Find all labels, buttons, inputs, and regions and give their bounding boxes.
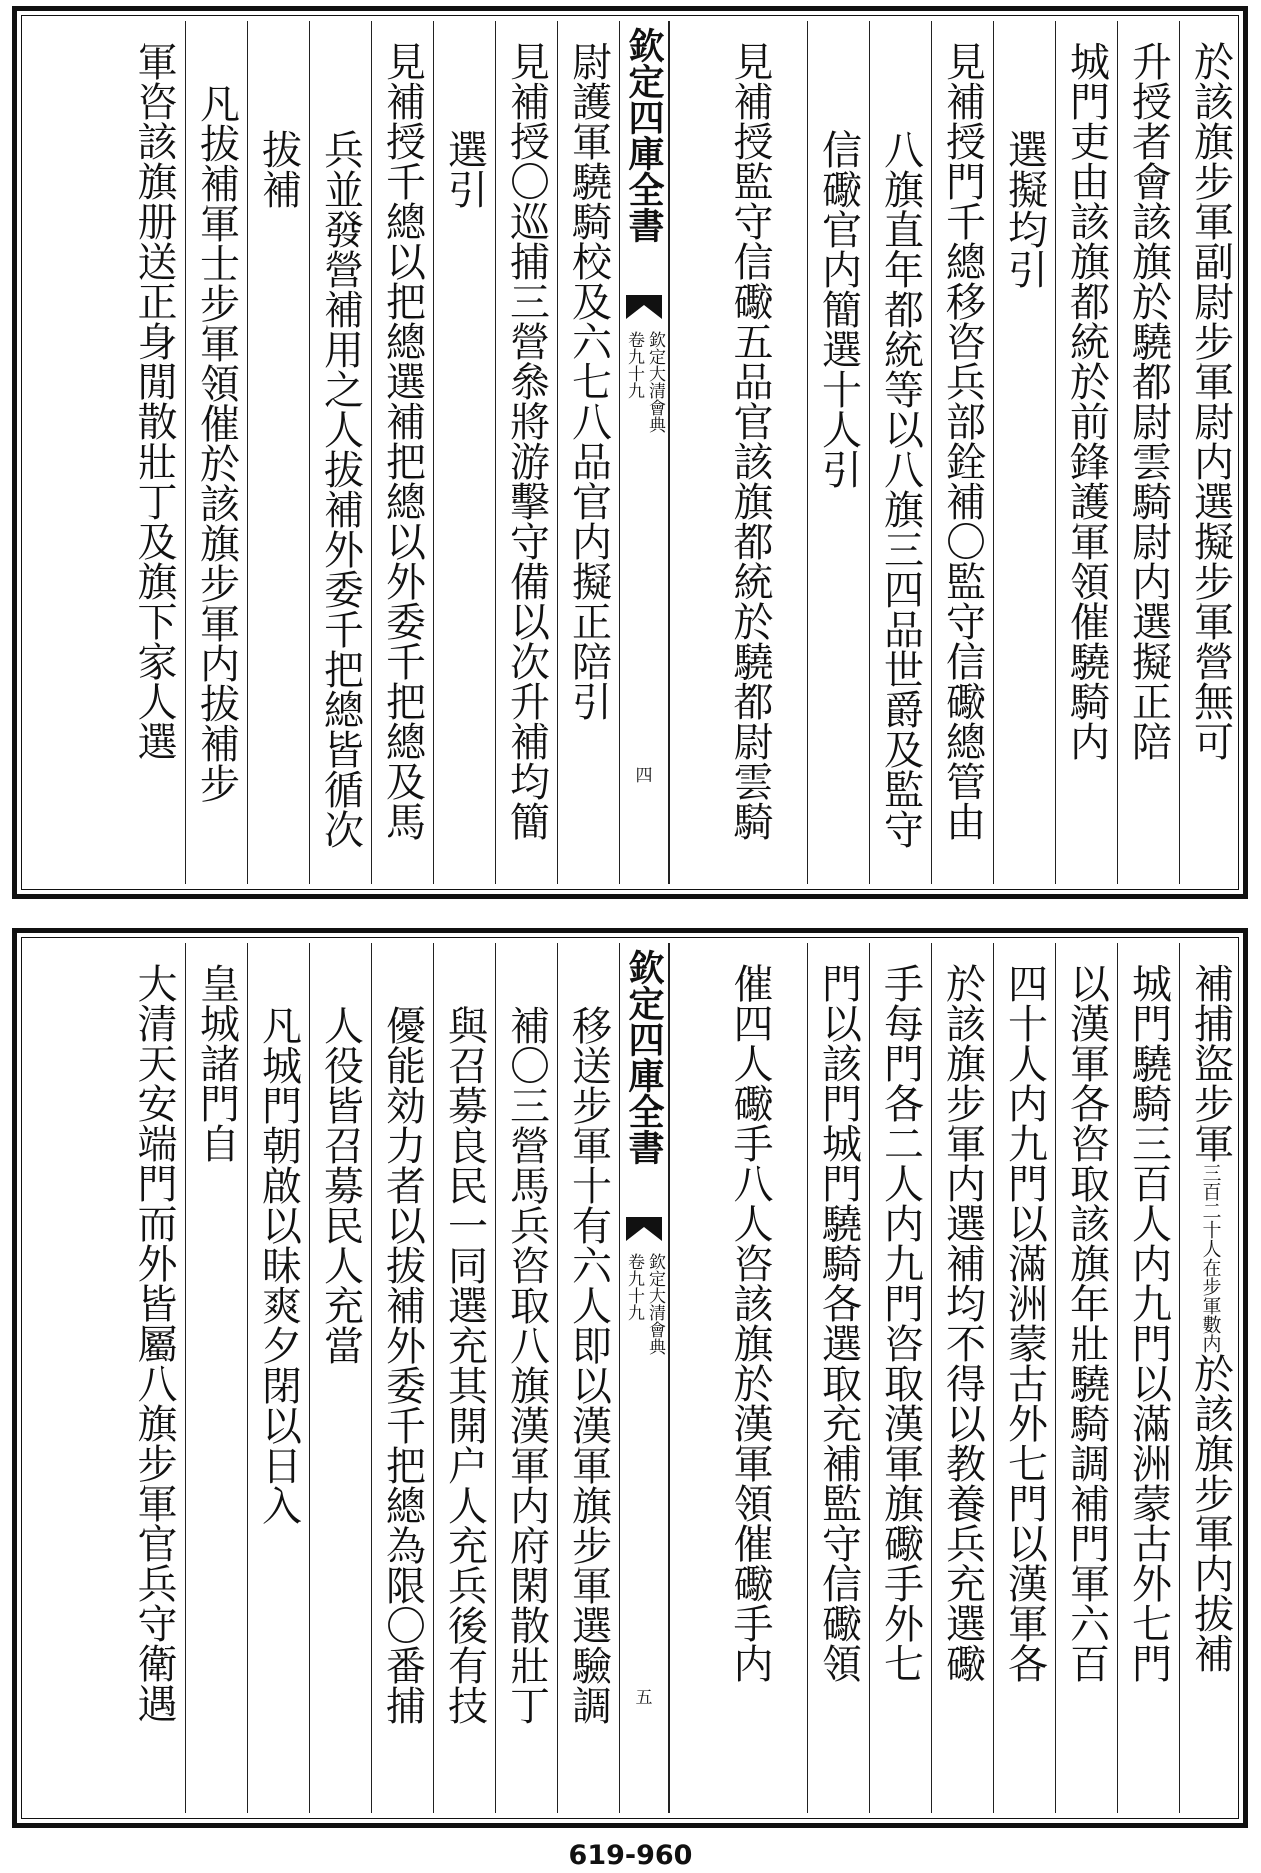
column-text	[1184, 963, 1238, 1673]
fishtail-mark-icon	[624, 1215, 664, 1243]
text-column	[1179, 943, 1241, 1813]
column-text: 以漢軍各咨取該旗年壯驍騎調補門軍六百	[1063, 963, 1110, 1683]
text-column	[309, 943, 371, 1813]
text-column	[557, 21, 619, 884]
column-text: 皇城諸門自	[193, 963, 240, 1163]
text-column	[807, 943, 869, 1813]
main-text: 於該旗步軍内拔補	[1187, 1353, 1234, 1673]
center-fold	[619, 943, 669, 1813]
text-column	[869, 943, 931, 1813]
volume-label	[622, 1253, 666, 1355]
text-column	[669, 943, 807, 1813]
column-text: 見補授門千總移咨兵部銓補〇監守信礮總管由	[939, 41, 986, 841]
text-column	[869, 21, 931, 884]
column-text: 優能効力者以拔補外委千把總為限〇番捕	[379, 1005, 426, 1725]
column-text: 選擬均引	[1001, 129, 1048, 289]
text-column	[371, 21, 433, 884]
text-column	[1055, 943, 1117, 1813]
series-title: 欽定四庫全書	[623, 27, 665, 243]
series-title: 欽定四庫全書	[623, 949, 665, 1165]
column-text: 拔補	[255, 129, 302, 209]
page-reference-number: 619-960	[568, 1840, 693, 1871]
column-text: 四十人内九門以滿洲蒙古外七門以漢軍各	[1001, 963, 1048, 1683]
column-text: 凡城門朝啟以昧爽夕閉以日入	[255, 1005, 302, 1525]
annotation-note: 在步軍數内	[1199, 1258, 1222, 1353]
text-column	[1179, 21, 1241, 884]
column-text: 兵並發營補用之人拔補外委千把總皆循次	[317, 129, 364, 849]
column-text: 補〇三營馬兵咨取八旗漢軍内府閑散壯丁	[503, 1005, 550, 1725]
column-text: 城門吏由該旗都統於前鋒護軍領催驍騎内	[1063, 41, 1110, 761]
column-text: 於該旗步軍内選補均不得以教養兵充選礮	[939, 963, 986, 1683]
text-column	[433, 21, 495, 884]
text-column	[309, 21, 371, 884]
main-text: 補捕盜步軍	[1187, 963, 1234, 1163]
text-column	[433, 943, 495, 1813]
text-column	[371, 943, 433, 1813]
upper-page	[12, 6, 1248, 899]
column-text: 人役皆召募民人充當	[317, 1005, 364, 1365]
text-column	[931, 21, 993, 884]
text-column	[993, 21, 1055, 884]
center-fold	[619, 21, 669, 884]
annotation-note: 三百二十人	[1199, 1163, 1222, 1258]
text-column	[495, 943, 557, 1813]
text-column	[993, 943, 1055, 1813]
text-column	[1117, 943, 1179, 1813]
column-text: 凡拔補軍士步軍領催於該旗步軍内拔補步	[193, 83, 240, 803]
column-text: 信礮官内簡選十人引	[815, 129, 862, 489]
column-text: 大清天安端門而外皆屬八旗步軍官兵守衛遇	[131, 963, 177, 1723]
text-column	[27, 21, 185, 884]
column-text: 八旗直年都統等以八旗三四品世爵及監守	[877, 129, 924, 849]
page-number: 四	[635, 766, 653, 786]
text-column	[1055, 21, 1117, 884]
column-text: 門以該門城門驍騎各選取充補監守信礮領	[815, 963, 862, 1683]
column-text: 選引	[441, 129, 488, 209]
column-text: 移送步軍十有六人即以漢軍旗步軍選驗調	[565, 1005, 612, 1725]
book-title: 欽定大清會典	[645, 331, 665, 433]
text-column	[185, 21, 247, 884]
column-text: 與召募良民一同選充其開户人充兵後有技	[441, 1005, 488, 1725]
column-text: 見補授監守信礮五品官該旗都統於驍都尉雲騎	[727, 41, 773, 841]
text-column	[247, 21, 309, 884]
text-column	[807, 21, 869, 884]
lower-page	[12, 928, 1248, 1828]
column-text: 尉護軍驍騎校及六七八品官内擬正陪引	[565, 41, 612, 721]
volume-number: 卷九十九	[624, 1253, 644, 1321]
volume-label	[622, 331, 666, 433]
text-column	[669, 21, 807, 884]
column-text: 升授者會該旗於驍都尉雲騎尉内選擬正陪	[1125, 41, 1172, 761]
fishtail-mark-icon	[624, 293, 664, 321]
text-column	[247, 943, 309, 1813]
column-text: 見補授〇巡捕三營叅將游擊守備以次升補均簡	[503, 41, 550, 841]
text-column	[27, 943, 185, 1813]
column-text: 城門驍騎三百人内九門以滿洲蒙古外七門	[1125, 963, 1172, 1683]
book-title: 欽定大清會典	[645, 1253, 665, 1355]
column-text: 催四人礮手八人咨該旗於漢軍領催礮手内	[727, 963, 773, 1683]
volume-number: 卷九十九	[624, 331, 644, 399]
text-column	[557, 943, 619, 1813]
text-column	[1117, 21, 1179, 884]
column-text: 軍咨該旗册送正身閒散壯丁及旗下家人選	[131, 41, 177, 761]
column-text: 於該旗步軍副尉步軍尉内選擬步軍營無可	[1187, 41, 1234, 761]
column-text: 見補授千總以把總選補把總以外委千把總及馬	[379, 41, 426, 841]
page-number: 五	[635, 1688, 653, 1708]
text-column	[185, 943, 247, 1813]
text-column	[931, 943, 993, 1813]
text-column	[495, 21, 557, 884]
column-text: 手每門各二人内九門咨取漢軍旗礮手外七	[877, 963, 924, 1683]
